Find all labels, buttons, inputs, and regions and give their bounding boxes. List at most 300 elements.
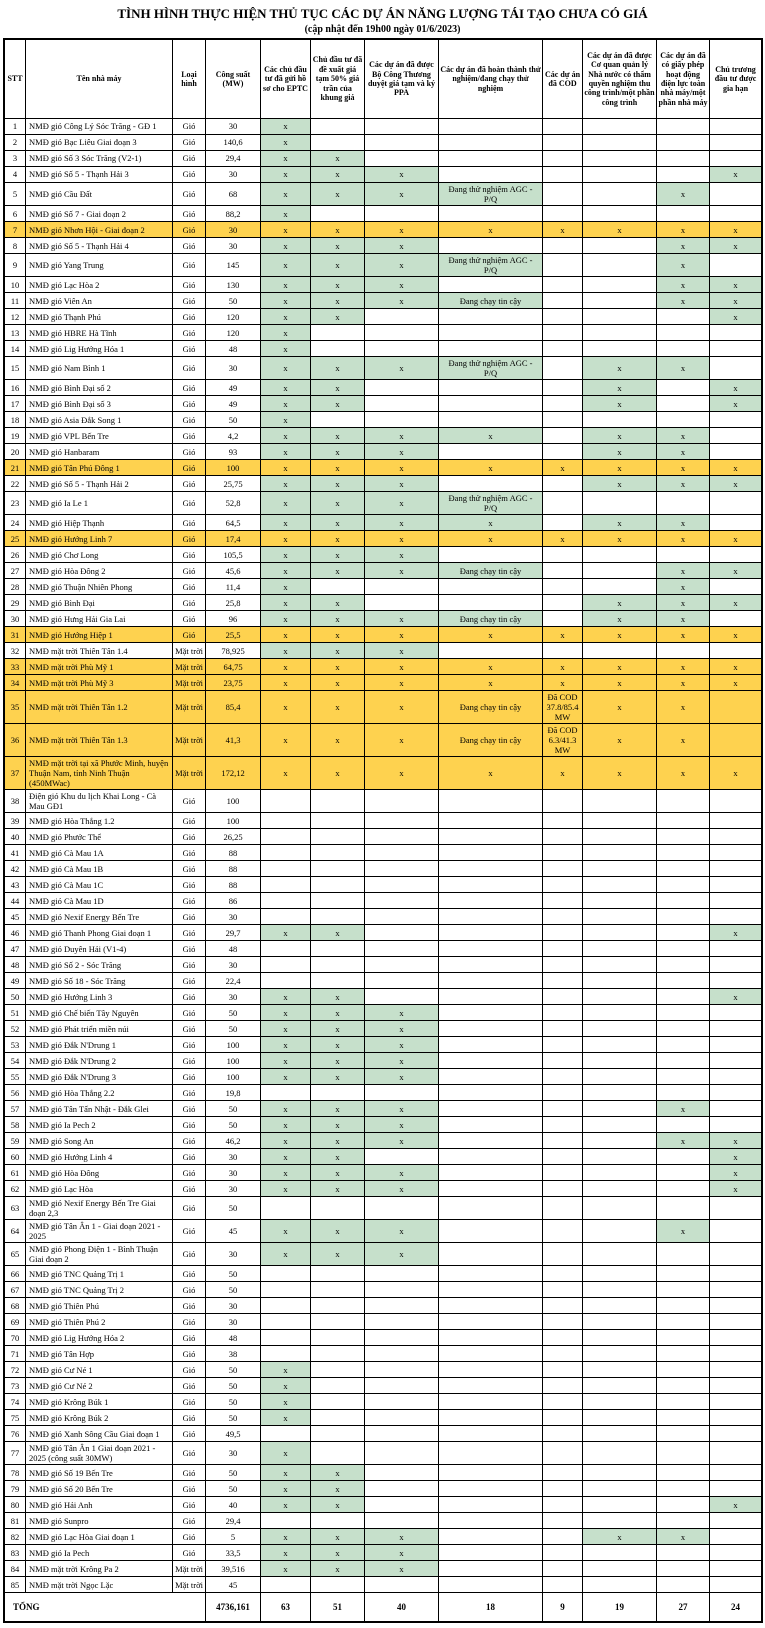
status-mark-cell-acceptance <box>583 1243 657 1266</box>
row-number-cell: 28 <box>5 579 26 595</box>
status-mark-cell-testing <box>439 1117 543 1133</box>
status-mark-cell-ppa-signed <box>365 380 439 396</box>
capacity-cell: 93 <box>206 444 261 460</box>
row-number-cell: 70 <box>5 1330 26 1346</box>
total-count-eptc: 63 <box>261 1593 311 1622</box>
table-row <box>5 547 762 563</box>
table-row <box>5 1346 762 1362</box>
row-number-cell: 42 <box>5 861 26 877</box>
status-mark-cell-provisional-price <box>311 1314 365 1330</box>
status-mark-cell-provisional-price <box>311 206 365 222</box>
status-mark-cell-testing <box>439 1545 543 1561</box>
plant-name-cell: NMĐ gió Krông Búk 2 <box>26 1410 173 1426</box>
status-mark-cell-testing <box>439 941 543 957</box>
status-mark-cell-cod <box>543 1243 583 1266</box>
status-mark-cell-ppa-signed <box>365 925 439 941</box>
status-mark-cell-acceptance <box>583 1085 657 1101</box>
status-mark-cell-license: x <box>657 611 710 627</box>
status-mark-cell-license: x <box>657 515 710 531</box>
status-mark-cell-extension: x <box>710 563 762 579</box>
status-mark-cell-cod: x <box>543 222 583 238</box>
status-mark-cell-ppa-signed <box>365 396 439 412</box>
plant-type-cell: Gió <box>173 957 206 973</box>
row-number-cell: 59 <box>5 1133 26 1149</box>
plant-type-cell: Gió <box>173 1133 206 1149</box>
status-mark-cell-acceptance <box>583 1314 657 1330</box>
status-mark-cell-eptc-dossier: x <box>261 659 311 675</box>
status-mark-cell-ppa-signed <box>365 1314 439 1330</box>
status-mark-cell-cod: Đã COD 6.3/41.3MW <box>543 724 583 757</box>
status-mark-cell-eptc-dossier: x <box>261 444 311 460</box>
status-mark-cell-license <box>657 1481 710 1497</box>
status-mark-cell-cod <box>543 813 583 829</box>
status-mark-cell-ppa-signed <box>365 909 439 925</box>
row-number-cell: 51 <box>5 1005 26 1021</box>
status-mark-cell-license <box>657 492 710 515</box>
plant-name-cell: NMĐ gió Thuận Nhiên Phong <box>26 579 173 595</box>
plant-name-cell: NMĐ gió Thanh Phong Giai đoạn 1 <box>26 925 173 941</box>
status-mark-cell-eptc-dossier: x <box>261 1220 311 1243</box>
table-row <box>5 1220 762 1243</box>
plant-type-cell: Gió <box>173 1069 206 1085</box>
status-mark-cell-provisional-price: x <box>311 1465 365 1481</box>
column-header-capacity: Công suất (MW) <box>206 40 261 119</box>
plant-name-cell: NMĐ gió Thiên Phú 2 <box>26 1314 173 1330</box>
capacity-cell: 25,8 <box>206 595 261 611</box>
status-mark-cell-acceptance <box>583 1298 657 1314</box>
status-mark-cell-license: x <box>657 1133 710 1149</box>
total-count-cod: 9 <box>543 1593 583 1622</box>
status-mark-cell-license: x <box>657 277 710 293</box>
status-mark-cell-license <box>657 1410 710 1426</box>
status-mark-cell-extension <box>710 1378 762 1394</box>
plant-type-cell: Gió <box>173 428 206 444</box>
status-mark-cell-eptc-dossier <box>261 829 311 845</box>
plant-name-cell: NMĐ gió Bạc Liêu Giai đoạn 3 <box>26 135 173 151</box>
status-mark-cell-testing <box>439 277 543 293</box>
row-number-cell: 75 <box>5 1410 26 1426</box>
capacity-cell: 50 <box>206 1117 261 1133</box>
status-mark-cell-testing <box>439 1133 543 1149</box>
status-mark-cell-acceptance <box>583 412 657 428</box>
plant-type-cell: Gió <box>173 254 206 277</box>
status-mark-cell-ppa-signed: x <box>365 643 439 659</box>
plant-name-cell: NMĐ gió Cà Mau 1C <box>26 877 173 893</box>
status-mark-cell-license <box>657 1298 710 1314</box>
status-mark-cell-acceptance <box>583 309 657 325</box>
status-mark-cell-ppa-signed <box>365 1282 439 1298</box>
plant-name-cell: NMĐ gió Cà Mau 1A <box>26 845 173 861</box>
status-mark-cell-ppa-signed: x <box>365 1117 439 1133</box>
status-mark-cell-license <box>657 643 710 659</box>
status-mark-cell-ppa-signed <box>365 1378 439 1394</box>
status-mark-cell-acceptance <box>583 1561 657 1577</box>
status-mark-cell-ppa-signed <box>365 829 439 845</box>
status-mark-cell-license <box>657 1378 710 1394</box>
plant-name-cell: NMĐ gió Hiệp Thạnh <box>26 515 173 531</box>
status-mark-cell-provisional-price: x <box>311 659 365 675</box>
status-mark-cell-extension <box>710 492 762 515</box>
status-mark-cell-ppa-signed: x <box>365 1101 439 1117</box>
total-count-ppa: 40 <box>365 1593 439 1622</box>
plant-name-cell: NMĐ gió Số 7 - Giai đoạn 2 <box>26 206 173 222</box>
status-mark-cell-extension <box>710 845 762 861</box>
capacity-cell: 29,4 <box>206 151 261 167</box>
status-mark-cell-testing <box>439 957 543 973</box>
status-mark-cell-license <box>657 1085 710 1101</box>
status-mark-cell-testing: x <box>439 460 543 476</box>
status-mark-cell-ppa-signed <box>365 595 439 611</box>
table-row <box>5 380 762 396</box>
status-mark-cell-testing <box>439 579 543 595</box>
plant-type-cell: Mặt trời <box>173 757 206 790</box>
capacity-cell: 25,75 <box>206 476 261 492</box>
plant-name-cell: NMĐ mặt trời Phù Mỹ 3 <box>26 675 173 691</box>
status-mark-cell-extension <box>710 254 762 277</box>
plant-type-cell: Gió <box>173 1101 206 1117</box>
table-row <box>5 1243 762 1266</box>
row-number-cell: 23 <box>5 492 26 515</box>
status-mark-cell-extension <box>710 861 762 877</box>
plant-name-cell: NMĐ gió Đắk N'Drung 3 <box>26 1069 173 1085</box>
status-mark-cell-ppa-signed: x <box>365 254 439 277</box>
status-mark-cell-testing <box>439 1181 543 1197</box>
row-number-cell: 7 <box>5 222 26 238</box>
status-mark-cell-eptc-dossier <box>261 1298 311 1314</box>
status-mark-cell-cod <box>543 941 583 957</box>
capacity-cell: 19,8 <box>206 1085 261 1101</box>
capacity-cell: 30 <box>206 1442 261 1465</box>
status-mark-cell-eptc-dossier <box>261 1282 311 1298</box>
status-mark-cell-license <box>657 790 710 813</box>
plant-type-cell: Gió <box>173 1362 206 1378</box>
status-mark-cell-acceptance <box>583 119 657 135</box>
row-number-cell: 73 <box>5 1378 26 1394</box>
status-mark-cell-acceptance <box>583 341 657 357</box>
capacity-cell: 86 <box>206 893 261 909</box>
column-header-type: Loại hình <box>173 40 206 119</box>
status-mark-cell-license: x <box>657 659 710 675</box>
status-mark-cell-license: x <box>657 627 710 643</box>
status-mark-cell-ppa-signed <box>365 135 439 151</box>
column-header-cod: Các dự án đã COD <box>543 40 583 119</box>
status-mark-cell-cod <box>543 1378 583 1394</box>
status-mark-cell-ppa-signed <box>365 1481 439 1497</box>
status-mark-cell-provisional-price: x <box>311 428 365 444</box>
row-number-cell: 69 <box>5 1314 26 1330</box>
table-row <box>5 341 762 357</box>
plant-type-cell: Gió <box>173 1465 206 1481</box>
row-number-cell: 27 <box>5 563 26 579</box>
status-mark-cell-cod <box>543 925 583 941</box>
status-mark-cell-provisional-price <box>311 861 365 877</box>
table-row <box>5 1442 762 1465</box>
status-mark-cell-cod <box>543 444 583 460</box>
status-mark-cell-acceptance <box>583 238 657 254</box>
status-mark-cell-cod <box>543 579 583 595</box>
capacity-cell: 88 <box>206 861 261 877</box>
status-mark-cell-cod <box>543 151 583 167</box>
table-row <box>5 643 762 659</box>
row-number-cell: 34 <box>5 675 26 691</box>
row-number-cell: 33 <box>5 659 26 675</box>
row-number-cell: 46 <box>5 925 26 941</box>
total-capacity: 4736,161 <box>206 1593 261 1622</box>
status-mark-cell-extension <box>710 1561 762 1577</box>
status-mark-cell-cod <box>543 1069 583 1085</box>
status-mark-cell-eptc-dossier: x <box>261 206 311 222</box>
status-mark-cell-acceptance <box>583 183 657 206</box>
column-header-plant-name: Tên nhà máy <box>26 40 173 119</box>
status-mark-cell-extension: x <box>710 1149 762 1165</box>
status-mark-cell-ppa-signed: x <box>365 444 439 460</box>
status-mark-cell-ppa-signed <box>365 1442 439 1465</box>
status-mark-cell-ppa-signed <box>365 1085 439 1101</box>
plant-name-cell: NMĐ gió Nhơn Hội - Giai đoạn 2 <box>26 222 173 238</box>
capacity-cell: 30 <box>206 989 261 1005</box>
status-mark-cell-eptc-dossier: x <box>261 412 311 428</box>
status-mark-cell-ppa-signed: x <box>365 238 439 254</box>
status-mark-cell-license <box>657 1117 710 1133</box>
status-mark-cell-testing <box>439 1282 543 1298</box>
status-mark-cell-extension: x <box>710 293 762 309</box>
table-row <box>5 1021 762 1037</box>
capacity-cell: 50 <box>206 1197 261 1220</box>
row-number-cell: 9 <box>5 254 26 277</box>
status-mark-cell-extension <box>710 1314 762 1330</box>
status-mark-cell-eptc-dossier: x <box>261 151 311 167</box>
status-mark-cell-testing <box>439 973 543 989</box>
status-mark-cell-eptc-dossier: x <box>261 1181 311 1197</box>
status-mark-cell-cod <box>543 957 583 973</box>
status-mark-cell-acceptance: x <box>583 380 657 396</box>
status-mark-cell-provisional-price <box>311 119 365 135</box>
capacity-cell: 30 <box>206 222 261 238</box>
status-mark-cell-acceptance <box>583 1220 657 1243</box>
status-mark-cell-acceptance <box>583 1266 657 1282</box>
status-mark-cell-eptc-dossier: x <box>261 611 311 627</box>
status-mark-cell-provisional-price <box>311 909 365 925</box>
status-mark-cell-cod <box>543 643 583 659</box>
plant-type-cell: Gió <box>173 627 206 643</box>
row-number-cell: 79 <box>5 1481 26 1497</box>
plant-type-cell: Gió <box>173 1481 206 1497</box>
status-mark-cell-cod <box>543 1513 583 1529</box>
status-mark-cell-testing <box>439 1362 543 1378</box>
status-mark-cell-cod <box>543 1149 583 1165</box>
capacity-cell: 30 <box>206 909 261 925</box>
row-number-cell: 53 <box>5 1037 26 1053</box>
status-mark-cell-acceptance: x <box>583 444 657 460</box>
status-mark-cell-eptc-dossier: x <box>261 1529 311 1545</box>
plant-name-cell: NMĐ gió Tân Phú Đông 1 <box>26 460 173 476</box>
status-mark-cell-license <box>657 861 710 877</box>
status-mark-cell-extension <box>710 341 762 357</box>
plant-type-cell: Gió <box>173 151 206 167</box>
status-mark-cell-ppa-signed: x <box>365 167 439 183</box>
plant-type-cell: Gió <box>173 845 206 861</box>
status-mark-cell-provisional-price <box>311 845 365 861</box>
status-mark-cell-ppa-signed: x <box>365 611 439 627</box>
row-number-cell: 68 <box>5 1298 26 1314</box>
status-mark-cell-cod <box>543 973 583 989</box>
capacity-cell: 50 <box>206 1005 261 1021</box>
plant-type-cell: Gió <box>173 1053 206 1069</box>
table-row <box>5 813 762 829</box>
status-mark-cell-testing <box>439 595 543 611</box>
table-row <box>5 238 762 254</box>
plant-type-cell: Gió <box>173 1266 206 1282</box>
status-mark-cell-extension <box>710 325 762 341</box>
table-row <box>5 691 762 724</box>
status-mark-cell-ppa-signed <box>365 1197 439 1220</box>
status-mark-cell-eptc-dossier <box>261 790 311 813</box>
status-mark-cell-provisional-price <box>311 1197 365 1220</box>
plant-type-cell: Gió <box>173 1220 206 1243</box>
status-mark-cell-acceptance <box>583 861 657 877</box>
status-mark-cell-testing <box>439 1378 543 1394</box>
plant-name-cell: NMĐ gió Hướng Linh 4 <box>26 1149 173 1165</box>
status-mark-cell-extension <box>710 151 762 167</box>
status-mark-cell-ppa-signed: x <box>365 476 439 492</box>
status-mark-cell-extension: x <box>710 222 762 238</box>
row-number-cell: 37 <box>5 757 26 790</box>
status-mark-cell-eptc-dossier: x <box>261 1394 311 1410</box>
capacity-cell: 50 <box>206 1021 261 1037</box>
status-mark-cell-extension: x <box>710 675 762 691</box>
status-mark-cell-acceptance: x <box>583 515 657 531</box>
status-mark-cell-license: x <box>657 579 710 595</box>
status-mark-cell-cod <box>543 563 583 579</box>
plant-type-cell: Gió <box>173 1149 206 1165</box>
status-mark-cell-license <box>657 1577 710 1593</box>
plant-type-cell: Gió <box>173 611 206 627</box>
status-mark-cell-eptc-dossier: x <box>261 1561 311 1577</box>
status-mark-cell-eptc-dossier <box>261 861 311 877</box>
status-mark-cell-cod <box>543 1197 583 1220</box>
status-mark-cell-testing <box>439 1005 543 1021</box>
capacity-cell: 145 <box>206 254 261 277</box>
plant-type-cell: Gió <box>173 893 206 909</box>
status-mark-cell-cod <box>543 1085 583 1101</box>
status-mark-cell-testing: Đang thử nghiệm AGC - P/Q <box>439 254 543 277</box>
status-mark-cell-ppa-signed: x <box>365 492 439 515</box>
status-mark-cell-eptc-dossier: x <box>261 396 311 412</box>
plant-name-cell: NMĐ gió Đắk N'Drung 1 <box>26 1037 173 1053</box>
status-mark-cell-ppa-signed: x <box>365 460 439 476</box>
row-number-cell: 55 <box>5 1069 26 1085</box>
status-mark-cell-cod: x <box>543 531 583 547</box>
row-number-cell: 66 <box>5 1266 26 1282</box>
row-number-cell: 67 <box>5 1282 26 1298</box>
plant-type-cell: Gió <box>173 1545 206 1561</box>
status-mark-cell-acceptance <box>583 643 657 659</box>
plant-type-cell: Gió <box>173 1165 206 1181</box>
status-mark-cell-ppa-signed: x <box>365 1561 439 1577</box>
capacity-cell: 26,25 <box>206 829 261 845</box>
status-mark-cell-acceptance: x <box>583 222 657 238</box>
status-mark-cell-ppa-signed: x <box>365 1037 439 1053</box>
capacity-cell: 105,5 <box>206 547 261 563</box>
status-mark-cell-testing <box>439 1330 543 1346</box>
status-mark-cell-extension <box>710 1330 762 1346</box>
status-mark-cell-extension <box>710 1426 762 1442</box>
status-mark-cell-provisional-price: x <box>311 167 365 183</box>
status-mark-cell-testing <box>439 547 543 563</box>
status-mark-cell-cod <box>543 1426 583 1442</box>
status-mark-cell-provisional-price: x <box>311 151 365 167</box>
status-mark-cell-eptc-dossier <box>261 1197 311 1220</box>
status-mark-cell-testing: Đang thử nghiệm AGC - P/Q <box>439 492 543 515</box>
status-mark-cell-cod <box>543 829 583 845</box>
status-mark-cell-testing <box>439 412 543 428</box>
plant-name-cell: NMĐ gió Hướng Linh 3 <box>26 989 173 1005</box>
capacity-cell: 5 <box>206 1529 261 1545</box>
status-mark-cell-provisional-price <box>311 1577 365 1593</box>
table-row <box>5 444 762 460</box>
status-mark-cell-acceptance: x <box>583 531 657 547</box>
status-mark-cell-eptc-dossier <box>261 1266 311 1282</box>
plant-type-cell: Gió <box>173 1298 206 1314</box>
status-mark-cell-extension <box>710 357 762 380</box>
status-mark-cell-license: x <box>657 675 710 691</box>
capacity-cell: 50 <box>206 1394 261 1410</box>
status-mark-cell-provisional-price: x <box>311 1220 365 1243</box>
status-mark-cell-testing <box>439 1465 543 1481</box>
status-mark-cell-testing <box>439 643 543 659</box>
plant-name-cell: NMĐ gió Hòa Thắng 1.2 <box>26 813 173 829</box>
status-mark-cell-ppa-signed: x <box>365 515 439 531</box>
status-mark-cell-provisional-price <box>311 893 365 909</box>
status-mark-cell-eptc-dossier: x <box>261 380 311 396</box>
status-mark-cell-cod <box>543 1481 583 1497</box>
status-mark-cell-acceptance <box>583 1330 657 1346</box>
status-mark-cell-testing <box>439 861 543 877</box>
status-mark-cell-license <box>657 341 710 357</box>
plant-name-cell: NMĐ gió Xanh Sông Cầu Giai đoạn 1 <box>26 1426 173 1442</box>
status-mark-cell-license: x <box>657 254 710 277</box>
capacity-cell: 50 <box>206 1481 261 1497</box>
status-mark-cell-cod <box>543 135 583 151</box>
capacity-cell: 120 <box>206 309 261 325</box>
row-number-cell: 44 <box>5 893 26 909</box>
status-mark-cell-extension <box>710 813 762 829</box>
status-mark-cell-license <box>657 957 710 973</box>
status-mark-cell-acceptance <box>583 957 657 973</box>
table-row <box>5 1181 762 1197</box>
status-mark-cell-testing <box>439 1069 543 1085</box>
row-number-cell: 47 <box>5 941 26 957</box>
status-mark-cell-cod <box>543 1346 583 1362</box>
row-number-cell: 14 <box>5 341 26 357</box>
status-mark-cell-ppa-signed <box>365 1577 439 1593</box>
plant-type-cell: Gió <box>173 1394 206 1410</box>
status-mark-cell-extension <box>710 1513 762 1529</box>
plant-type-cell: Mặt trời <box>173 691 206 724</box>
status-mark-cell-testing <box>439 476 543 492</box>
plant-name-cell: NMĐ gió Công Lý Sóc Trăng - GĐ 1 <box>26 119 173 135</box>
status-mark-cell-extension <box>710 1282 762 1298</box>
row-number-cell: 50 <box>5 989 26 1005</box>
plant-name-cell: NMĐ gió TNC Quảng Trị 1 <box>26 1266 173 1282</box>
table-row <box>5 1005 762 1021</box>
capacity-cell: 50 <box>206 1410 261 1426</box>
status-mark-cell-eptc-dossier: x <box>261 341 311 357</box>
status-mark-cell-acceptance: x <box>583 595 657 611</box>
status-mark-cell-ppa-signed: x <box>365 659 439 675</box>
plant-type-cell: Mặt trời <box>173 724 206 757</box>
table-row <box>5 1481 762 1497</box>
